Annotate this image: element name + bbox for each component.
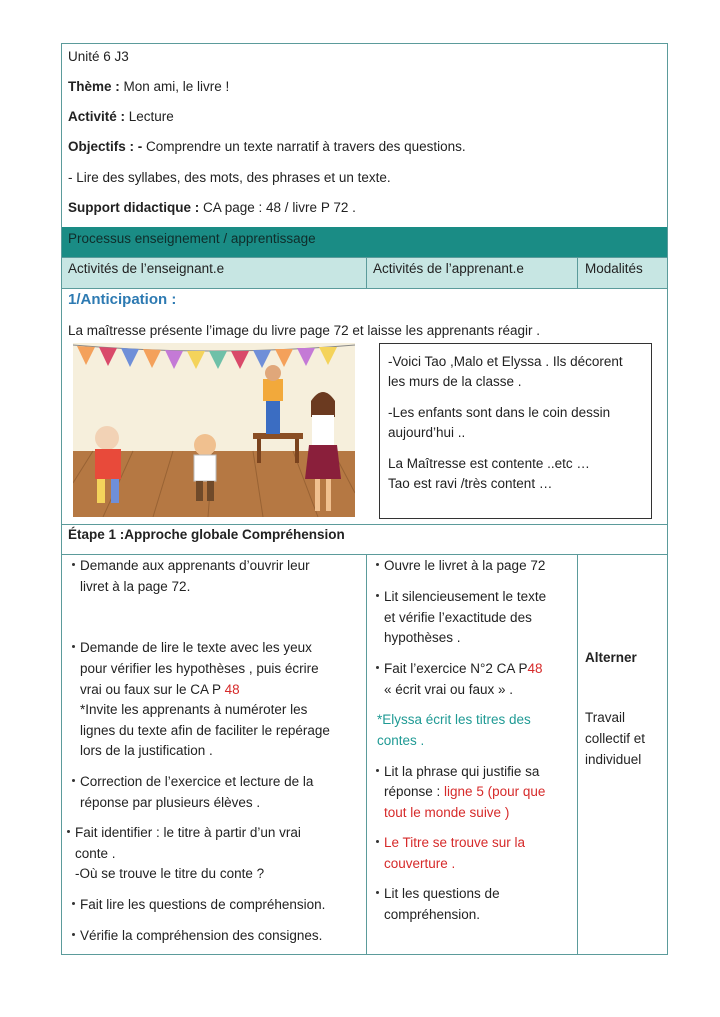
lesson-sheet xyxy=(61,43,668,955)
teacher-item: Fait lire les questions de compréhension. xyxy=(72,896,325,914)
reaction-line: -Voici Tao ,Malo et Elyssa . Ils décorent xyxy=(388,354,623,369)
reaction-line: La Maîtresse est contente ..etc … xyxy=(388,456,590,471)
teacher-item-cont: *Invite les apprenants à numéroter les xyxy=(80,702,308,717)
reaction-line: Tao est ravi /très content … xyxy=(388,476,553,491)
teacher-item-cont: lignes du texte afin de faciliter le repérage xyxy=(80,723,330,738)
learner-item-cont: tout le monde suive ) xyxy=(384,805,510,820)
teacher-item: Demande de lire le texte avec les yeux xyxy=(72,639,312,657)
support-line xyxy=(68,199,356,217)
column-teacher: Activités de l’enseignant.e xyxy=(68,261,225,276)
teacher-item: Vérifie la compréhension des consignes. xyxy=(72,927,322,945)
activity-label: Activité : xyxy=(68,109,126,124)
column-learner: Activités de l’apprenant.e xyxy=(373,261,524,276)
mode-alternate: Alterner xyxy=(585,650,637,665)
teacher-item: Fait identifier : le titre à partir d’un vrai xyxy=(67,824,301,842)
teacher-item: Demande aux apprenants d’ouvrir leur xyxy=(72,557,310,575)
mode-work: collectif et xyxy=(585,731,646,746)
process-title: Processus enseignement / apprentissage xyxy=(68,231,316,246)
learner-item-cont: réponse : ligne 5 (pour que xyxy=(384,784,546,799)
reaction-line: les murs de la classe . xyxy=(388,374,522,389)
support-label: Support didactique : xyxy=(68,200,200,215)
activity-line xyxy=(68,108,174,126)
theme-value: Mon ami, le livre ! xyxy=(119,79,230,94)
activity-value: Lecture xyxy=(125,109,174,124)
learner-item: Le Titre se trouve sur la xyxy=(376,834,525,852)
reaction-line: -Les enfants sont dans le coin dessin xyxy=(388,405,611,420)
teacher-item-cont: vrai ou faux sur le CA P 48 xyxy=(80,682,240,697)
objectives-value: Comprendre un texte narratif à travers des questions. xyxy=(142,139,466,154)
learner-item: Lit silencieusement le texte xyxy=(376,588,546,606)
learner-note: contes . xyxy=(377,733,425,748)
reaction-line: aujourd’hui .. xyxy=(388,425,466,440)
column-modes: Modalités xyxy=(585,261,643,276)
learner-note: *Elyssa écrit les titres des xyxy=(377,712,531,727)
support-value: CA page : 48 / livre P 72 . xyxy=(199,200,356,215)
teacher-item-cont: conte . xyxy=(75,846,116,861)
learner-item-cont: et vérifie l’exactitude des xyxy=(384,610,532,625)
objectives-line xyxy=(68,138,466,156)
anticipation-title: 1/Anticipation : xyxy=(68,291,177,308)
learner-item: Ouvre le livret à la page 72 xyxy=(376,557,545,575)
step1-title: Étape 1 :Approche globale Compréhension xyxy=(68,527,345,542)
teacher-item-cont: -Où se trouve le titre du conte ? xyxy=(75,866,265,881)
teacher-item-cont: livret à la page 72. xyxy=(80,579,191,594)
theme-line xyxy=(68,78,229,96)
learner-item: Fait l’exercice N°2 CA P48 xyxy=(376,660,542,678)
teacher-item-cont: réponse par plusieurs élèves . xyxy=(80,795,261,810)
learner-item-cont: « écrit vrai ou faux » . xyxy=(384,682,514,697)
theme-label: Thème : xyxy=(68,79,120,94)
learner-item: Lit la phrase qui justifie sa xyxy=(376,763,539,781)
teacher-item-cont: lors de la justification . xyxy=(80,743,213,758)
anticipation-intro: La maîtresse présente l’image du livre page 72 et laisse les apprenants réagir . xyxy=(68,323,541,338)
learner-item-cont: hypothèses . xyxy=(384,630,461,645)
teacher-item: Correction de l’exercice et lecture de la xyxy=(72,773,313,791)
mode-work: Travail xyxy=(585,710,626,725)
classroom-illustration xyxy=(73,343,355,517)
learner-item: Lit les questions de xyxy=(376,885,500,903)
objectives-label: Objectifs : - xyxy=(68,139,143,154)
reactions-box xyxy=(379,343,652,519)
objectives-line-2: - Lire des syllabes, des mots, des phrases et un texte. xyxy=(68,170,391,185)
mode-work: individuel xyxy=(585,752,642,767)
learner-item-cont: compréhension. xyxy=(384,907,481,922)
unit-label: Unité 6 J3 xyxy=(68,49,129,64)
learner-item-cont: couverture . xyxy=(384,856,456,871)
teacher-item-cont: pour vérifier les hypothèses , puis écrire xyxy=(80,661,319,676)
